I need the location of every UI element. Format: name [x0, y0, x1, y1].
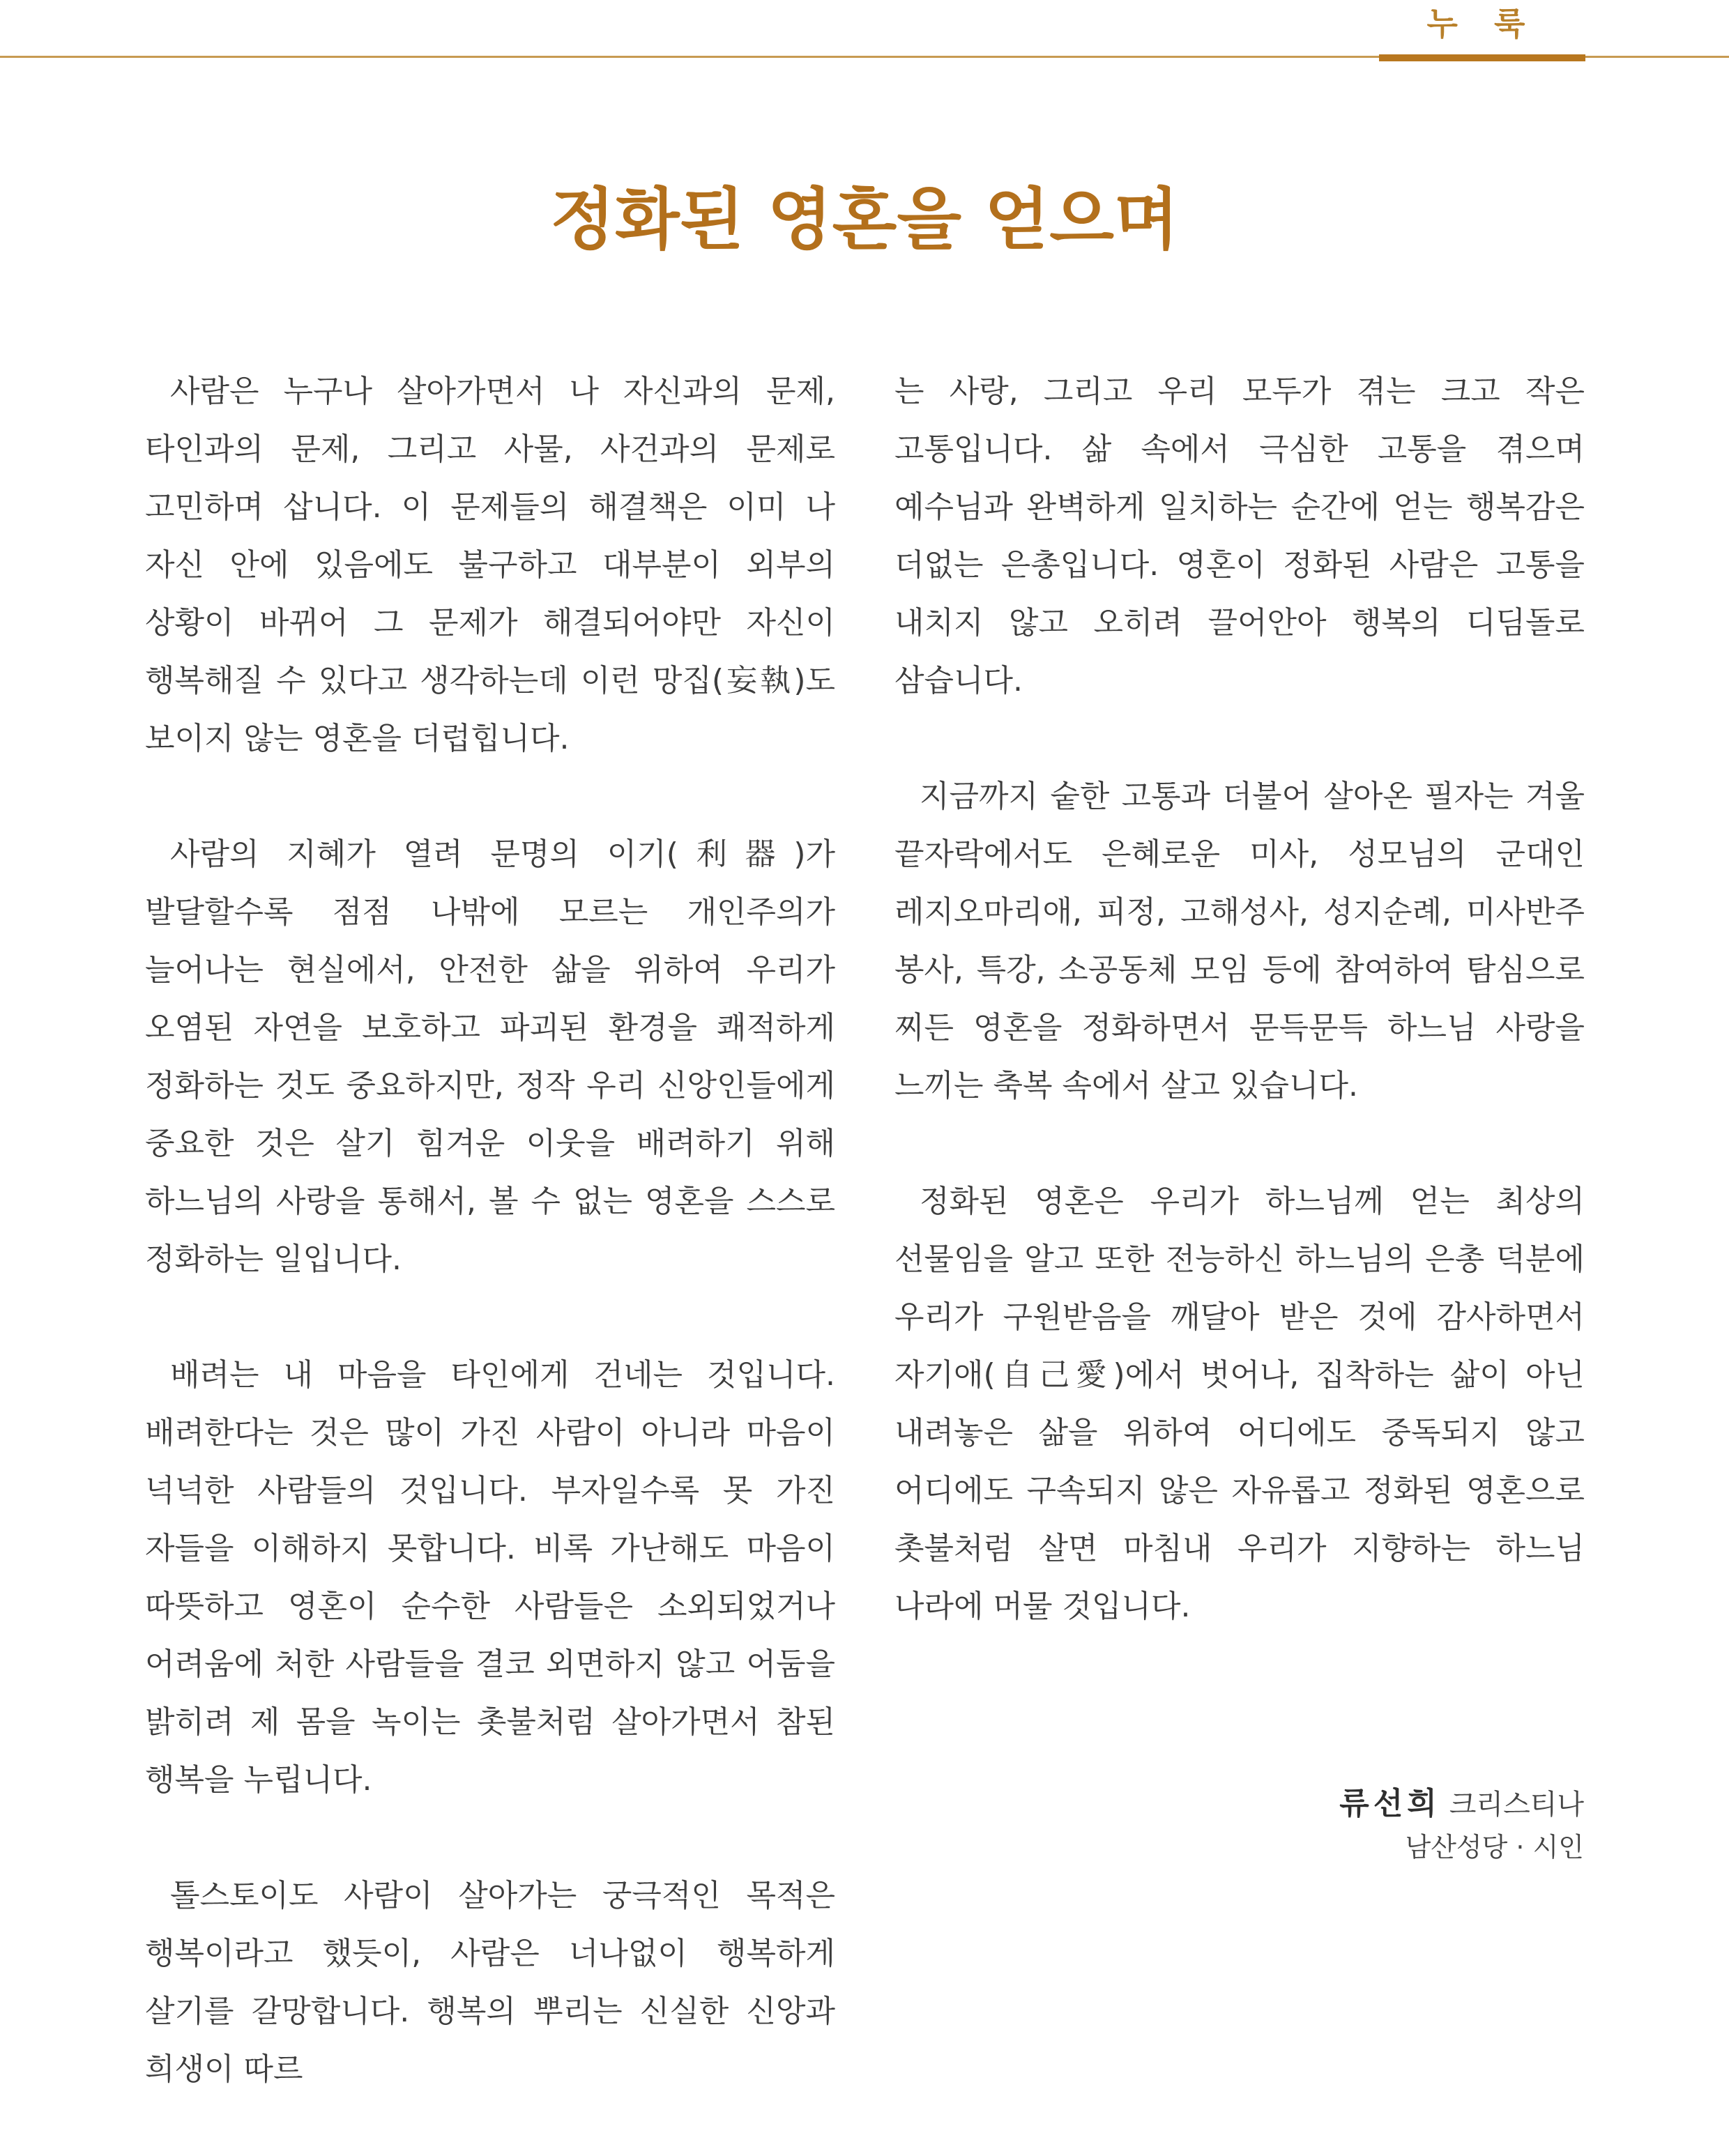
paragraph: 정화된 영혼은 우리가 하느님께 얻는 최상의 선물임을 알고 또한 전능하신 하느님의 은총 덕분에 우리가 구원받음을 깨달아 받은 것에 감사하면서 자기애(自己愛)에서 벗어나, 집착하는 삶이 아닌 내려놓은 삶을 위하여 어디에도 중독되지 않고 어디에도 구속되지 않은 자유롭고 정화된 영혼으로 촛불처럼 살면 마침내 우리가 지향하는 하느님 나라에 머물 것입니다.: [894, 1184, 1585, 1624]
author-byline: [1339, 1782, 1584, 1868]
page-title: 정화된 영혼을 얻으며: [550, 181, 1179, 259]
right-column: [894, 362, 1585, 1693]
section-underline: [1379, 54, 1585, 61]
paragraph: 톨스토이도 사람이 살아가는 궁극적인 목적은 행복이라고 했듯이, 사람은 너나없이 행복하게 살기를 갈망합니다. 행복의 뿌리는 신실한 신앙과 희생이 따르: [145, 1878, 835, 2087]
author-baptismal-name: 크리스티나: [1449, 1789, 1584, 1821]
author-affiliation: 남산성당 · 시인: [1405, 1832, 1584, 1863]
paragraph: 사람은 누구나 살아가면서 나 자신과의 문제, 타인과의 문제, 그리고 사물, 사건과의 문제로 고민하며 삽니다. 이 문제들의 해결책은 이미 나 자신 안에 있음에도 불구하고 대부분이 외부의 상황이 바뀌어 그 문제가 해결되어야만 자신이 행복해질 수 있다고 생각하는데 이런 망집(妄執)도 보이지 않는 영혼을 더럽힙니다.: [145, 374, 835, 756]
paragraph: 는 사랑, 그리고 우리 모두가 겪는 크고 작은 고통입니다. 삶 속에서 극심한 고통을 겪으며 예수님과 완벽하게 일치하는 순간에 얻는 행복감은 더없는 은총입니다. 영혼이 정화된 사람은 고통을 내치지 않고 오히려 끌어안아 행복의 디딤돌로 삼습니다.: [894, 374, 1585, 698]
paragraph: 배려는 내 마음을 타인에게 건네는 것입니다. 배려한다는 것은 많이 가진 사람이 아니라 마음이 넉넉한 사람들의 것입니다. 부자일수록 못 가진 자들을 이해하지 못합니다. 비록 가난해도 마음이 따뜻하고 영혼이 순수한 사람들은 소외되었거나 어려움에 처한 사람들을 결코 외면하지 않고 어둠을 밝히려 제 몸을 녹이는 촛불처럼 살아가면서 참된 행복을 누립니다.: [145, 1357, 835, 1798]
section-label: 누 룩: [1426, 5, 1538, 43]
left-column: [145, 362, 835, 2156]
author-name: 류선희: [1339, 1786, 1441, 1821]
section-tab: [1379, 0, 1585, 64]
paragraph: 사람의 지혜가 열려 문명의 이기(利器)가 발달할수록 점점 나밖에 모르는 개인주의가 늘어나는 현실에서, 안전한 삶을 위하여 우리가 오염된 자연을 보호하고 파괴된 환경을 쾌적하게 정화하는 것도 중요하지만, 정작 우리 신앙인들에게 중요한 것은 살기 힘겨운 이웃을 배려하기 위해 하느님의 사랑을 통해서, 볼 수 없는 영혼을 스스로 정화하는 일입니다.: [145, 836, 836, 1277]
paragraph: 지금까지 숱한 고통과 더불어 살아온 필자는 겨울 끝자락에서도 은혜로운 미사, 성모님의 군대인 레지오마리애, 피정, 고해성사, 성지순례, 미사반주 봉사, 특강, 소공동체 모임 등에 참여하여 탐심으로 찌든 영혼을 정화하면서 문득문득 하느님 사랑을 느끼는 축복 속에서 살고 있습니다.: [894, 779, 1585, 1103]
